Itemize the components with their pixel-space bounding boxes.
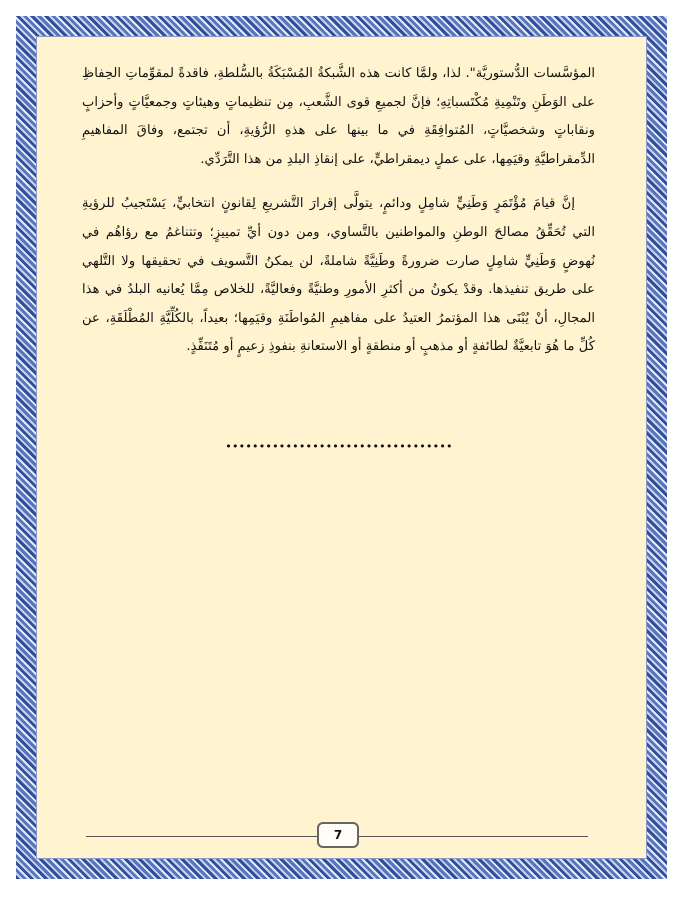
paragraph-2: إنَّ قيامَ مُؤْتَمَرٍ وَطَنِيٍّ شامِلٍ ودائمٍ، يتولَّى إقرارَ التَّشريعِ لِقانونٍ انتخابيٍّ، يَسْتَجيبُ للرؤيةِ التي تُحَقِّقُ مصالحَ الوطنِ والمواطنين بالتَّساوي، ومن دون أيِّ تمييزٍ؛ وتتناغمُ مع رؤاهُم في نُهوضٍ وَطَنِيٍّ شامِلٍ صارت ضرورةً وطَنِيَّةً شاملةً، لن يمكنُ التَّسويف في تحقيقها ولا التَّلهي على طريق تنفيذها. وقدْ يكونُ من أكثرِ الأمورِ وطنيَّةً وفعاليَّةً، للخلاص مِمَّا يُعانيه البلدُ في هذا المجالِ، أنْ يُبْنَى هذا المؤتمرُ العتيدُ على مفاهيمِ المُواطَنَةِ وقيَمِها؛ بعيداً، بالكُلِّيَّةِ المُطْلَقَةِ، عن كُلِّ ما هُوَ تابعيَّةٌ لطائفةٍ أو مذهبٍ أو منطقةٍ أو الاستعانةِ بنفوذِ زعيمٍ أو مُتَنَفِّذٍ. (82, 196, 595, 355)
paragraph-1: المؤسَّسات الدُّستوريَّة". لذا، ولمَّا كانت هذه الشَّبكةُ المُسْبَكَةُ بالسُّلطةِ، فاقدةً لمقوِّماتِ الحِفاظِ على الوَطَنِ وتَنْمِيةِ مُكْتَسباتِهِ؛ فإنَّ لجميعِ قوى الشَّعبِ، مِن تنظيماتٍ وهيئاتٍ وجمعيَّاتٍ وأحزابٍ ونقاباتٍ وشخصيَّاتٍ، المُتوافِقَةِ في ما بينها على هذهِ الرُّؤيةِ، أن تجتمع، وفاقَ المفاهيمِ الدِّمقراطيَّةِ وقيَمِها، على عملٍ ديمقراطيٍّ، على إنقاذِ البلدِ من هذا التَّرَدِّي. (82, 66, 595, 167)
footer-rule-right (356, 836, 588, 837)
page-number (317, 822, 359, 848)
separator-dots: •••••••••••••••••••••••••••••••••• (225, 440, 453, 453)
page-number-label: 7 (333, 828, 343, 842)
body-text (82, 60, 595, 362)
footer-rule-left (86, 836, 320, 837)
